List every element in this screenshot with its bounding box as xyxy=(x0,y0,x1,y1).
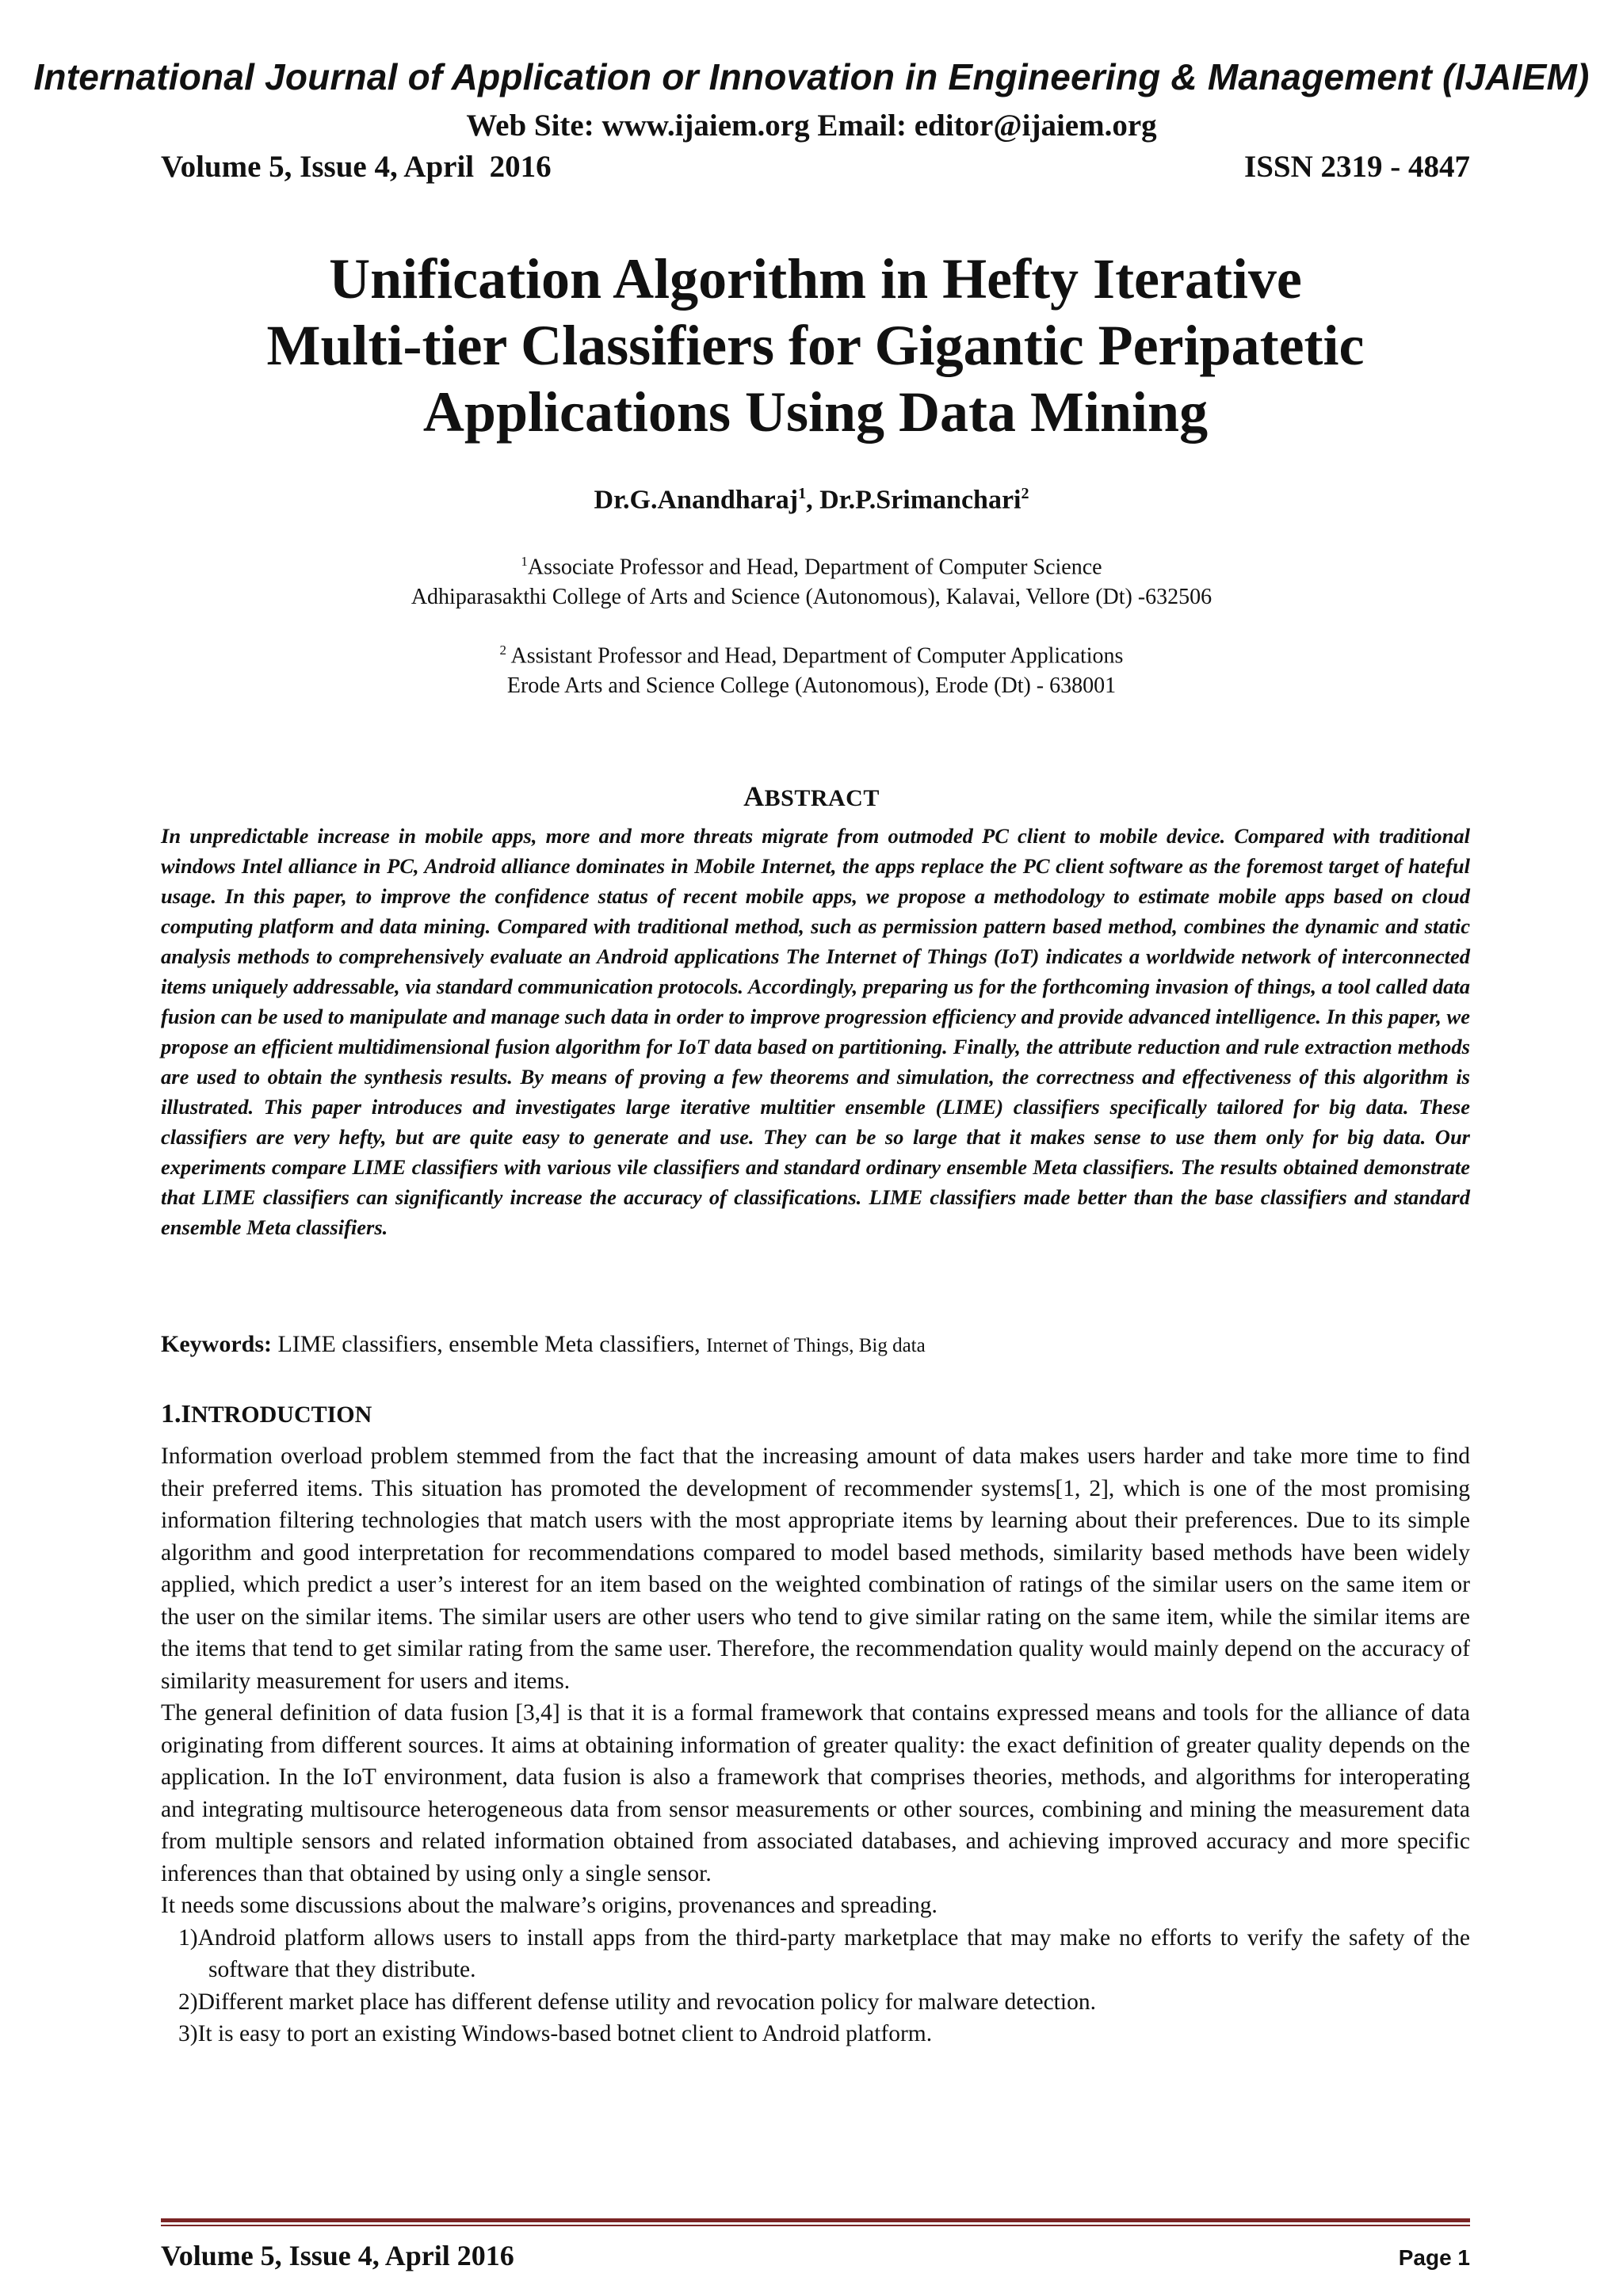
paper-title-line-2: Multi-tier Classifiers for Gigantic Peripatetic xyxy=(266,314,1365,377)
introduction-paragraph-3: It needs some discussions about the malware’s origins, provenances and spreading. xyxy=(161,1893,938,1918)
affiliation-1-line-1: Associate Professor and Head, Department of Computer Science xyxy=(527,555,1102,580)
header-volume: Volume 5, Issue 4, April 2016 xyxy=(161,150,552,184)
affiliation-2-line-1: Assistant Professor and Head, Department of Computer Applications xyxy=(506,643,1124,669)
introduction-paragraph-2: The general definition of data fusion [3,4] is that it is a formal framework that contains expressed means and tools for the alliance of data originating from different sources. It aims at obtaining information of greater quality: the exact definition of greater quality depends on the application. In the IoT environment, data fusion is also a framework that comprises theories, methods, and algorithms for interoperating and integrating multisource heterogeneous data from sensor measurements or other sources, combining and mining the measurement data from multiple sensors and related information obtained from associated databases, and achieving improved accuracy and more specific inferences than that obtained by using only a single sensor. xyxy=(161,1700,1470,1886)
paper-title-line-3: Applications Using Data Mining xyxy=(422,380,1209,444)
keywords-small: Internet of Things, Big data xyxy=(706,1335,926,1356)
journal-title: International Journal of Application or Innovation in Engineering & Management (IJAIEM) xyxy=(33,56,1590,97)
footer-rule-thin xyxy=(161,2225,1470,2226)
abstract-body: In unpredictable increase in mobile apps, more and more threats migrate from outmoded PC client to mobile device. Compared with traditional windows Intel alliance in PC, Android alliance dominates in Mobile Internet, the apps replace the PC client software as the foremost target of hateful usage. In this paper, to improve the confidence status of recent mobile apps, we propose a methodology to estimate mobile apps based on cloud computing platform and data mining. Compared with traditional method, such as permission pattern based method, combines the dynamic and static analysis methods to comprehensively evaluate an Android applications The Internet of Things (IoT) indicates a worldwide network of interconnected items uniquely addressable, via standard communication protocols. Accordingly, preparing us for the forthcoming invasion of things, a tool called data fusion can be used to manipulate and manage such data in order to improve progression efficiency and provide advanced intelligence. In this paper, we propose an efficient multidimensional fusion algorithm for IoT data based on partitioning. Finally, the attribute reduction and rule extraction methods are used to obtain the synthesis results. By means of proving a few theorems and simulation, the correctness and effectiveness of this algorithm is illustrated. This paper introduces and investigates large iterative multitier ensemble (LIME) classifiers specifically tailored for big data. These classifiers are very hefty, but are quite easy to generate and use. They can be so large that it makes sense to use them only for big data. Our experiments compare LIME classifiers with various vile classifiers and standard ordinary ensemble Meta classifiers. The results obtained demonstrate that LIME classifiers can significantly increase the accuracy of classifications. LIME classifiers made better than the base classifiers and standard ensemble Meta classifiers. xyxy=(161,824,1470,1239)
introduction-heading-initial: I xyxy=(181,1399,191,1428)
introduction-heading-rest: NTRODUCTION xyxy=(190,1402,372,1428)
introduction-heading xyxy=(161,1399,372,1429)
introduction-body xyxy=(161,1440,1470,2050)
list-item: 1)Android platform allows users to install apps from the third-party marketplace that may make no efforts to verify the safety of the software that they distribute. xyxy=(178,1924,1470,1982)
affiliation-1-mark: 1 xyxy=(521,554,528,569)
paper-title xyxy=(161,246,1470,445)
abstract-heading-rest: BSTRACT xyxy=(764,785,880,811)
paper-title-line-1: Unification Algorithm in Hefty Iterative xyxy=(329,247,1302,311)
introduction-paragraph-1: Information overload problem stemmed from the fact that the increasing amount of data makes users harder and take more time to find their preferred items. This situation has promoted the development of recommender systems[1, 2], which is one of the most promising information filtering technologies that match users with the most appropriate items by learning about their preferences. Due to its simple algorithm and good interpretation for recommendations compared to model based methods, similarity based methods have been widely applied, which predict a user’s interest for an item based on the weighted combination of ratings of the similar users on the same item or the user on the similar items. The similar users are other users who tend to give similar rating on the same item, while the similar items are the items that tend to get similar rating from the same user. Therefore, the recommendation quality would mainly depend on the accuracy of similarity measurement for users and items. xyxy=(161,1444,1470,1694)
abstract-heading xyxy=(0,780,1623,813)
header-issn: ISSN 2319 - 4847 xyxy=(1244,150,1470,184)
author-list xyxy=(0,485,1623,515)
footer-rule-thick xyxy=(161,2218,1470,2222)
list-item: 2)Different market place has different defense utility and revocation policy for malware detection. xyxy=(178,1989,1096,2015)
footer-volume: Volume 5, Issue 4, April 2016 xyxy=(161,2240,514,2271)
affiliation-2-line-2: Erode Arts and Science College (Autonomous), Erode (Dt) - 638001 xyxy=(506,673,1117,699)
introduction-number: 1. xyxy=(161,1399,181,1428)
author-2-affiliation-mark: 2 xyxy=(1021,485,1029,502)
author-1: Dr.G.Anandharaj xyxy=(594,485,799,515)
keywords-main: LIME classifiers, ensemble Meta classifiers, xyxy=(271,1331,707,1357)
list-item: 3)It is easy to port an existing Windows-based botnet client to Android platform. xyxy=(178,2021,933,2046)
affiliation-2-mark: 2 xyxy=(499,643,507,658)
affiliation-1-line-2: Adhiparasakthi College of Arts and Science (Autonomous), Kalavai, Vellore (Dt) -632506 xyxy=(411,585,1212,610)
author-2: Dr.P.Srimanchari xyxy=(819,485,1022,515)
author-separator: , xyxy=(806,485,820,515)
abstract-heading-initial: A xyxy=(743,780,765,812)
keywords-label: Keywords: xyxy=(161,1331,272,1357)
affiliation-1 xyxy=(0,547,1623,612)
author-1-affiliation-mark: 1 xyxy=(798,485,807,502)
keywords-line xyxy=(161,1331,1470,1358)
affiliation-2 xyxy=(0,635,1623,701)
footer-page-number: Page 1 xyxy=(1398,2245,1470,2270)
journal-website-email: Web Site: www.ijaiem.org Email: editor@ijaiem.org xyxy=(466,109,1157,143)
